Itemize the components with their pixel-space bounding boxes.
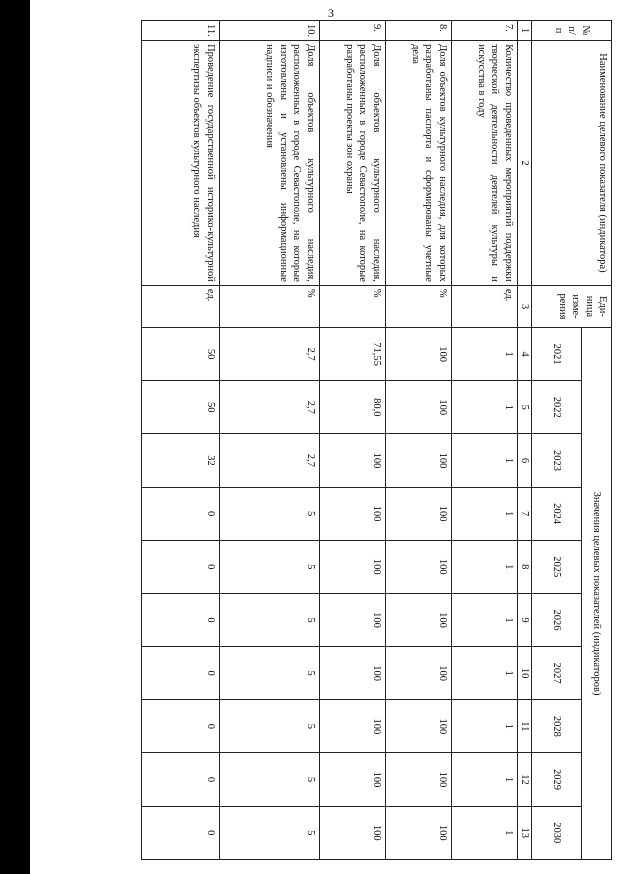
header-year: 2023 xyxy=(532,434,582,487)
unit-cell: ед. xyxy=(141,285,219,327)
value-cell: 50 xyxy=(141,328,219,381)
value-cell: 100 xyxy=(385,540,451,593)
unit-cell: % xyxy=(385,285,451,327)
header-year: 2028 xyxy=(532,700,582,753)
row-number: 8. xyxy=(385,21,451,41)
table-row xyxy=(141,21,219,860)
header-year: 2029 xyxy=(532,753,582,806)
value-cell: 0 xyxy=(141,753,219,806)
column-number: 4 xyxy=(517,328,531,381)
value-cell: 32 xyxy=(141,434,219,487)
column-number: 8 xyxy=(517,540,531,593)
table-row xyxy=(385,21,451,860)
row-number: 7. xyxy=(451,21,517,41)
value-cell: 0 xyxy=(141,700,219,753)
value-cell: 100 xyxy=(319,753,385,806)
row-number: 11. xyxy=(141,21,219,41)
value-cell: 5 xyxy=(219,487,319,540)
value-cell: 100 xyxy=(319,487,385,540)
column-number: 11 xyxy=(517,700,531,753)
value-cell: 1 xyxy=(451,806,517,859)
value-cell: 0 xyxy=(141,647,219,700)
value-cell: 1 xyxy=(451,753,517,806)
unit-cell: % xyxy=(319,285,385,327)
indicator-name: Доля объектов культурного наследия, для которых разработаны паспорта и сформированы учетные дела xyxy=(385,41,451,286)
value-cell: 5 xyxy=(219,806,319,859)
column-number: 10 xyxy=(517,647,531,700)
value-cell: 100 xyxy=(319,806,385,859)
unit-cell: ед. xyxy=(451,285,517,327)
column-number: 12 xyxy=(517,753,531,806)
value-cell: 0 xyxy=(141,593,219,646)
header-unit: Еди-ница изме-рения xyxy=(532,285,612,327)
value-cell: 100 xyxy=(385,381,451,434)
column-number: 2 xyxy=(517,41,531,286)
indicator-name: Доля объектов культурного наследия, расположенных в городе Севастополе, на которые разработаны проекты зон охраны xyxy=(319,41,385,286)
value-cell: 100 xyxy=(319,434,385,487)
column-number: 13 xyxy=(517,806,531,859)
column-number: 9 xyxy=(517,593,531,646)
unit-cell: % xyxy=(219,285,319,327)
value-cell: 1 xyxy=(451,381,517,434)
value-cell: 5 xyxy=(219,593,319,646)
header-year: 2025 xyxy=(532,540,582,593)
value-cell: 1 xyxy=(451,593,517,646)
row-number: 10. xyxy=(219,21,319,41)
value-cell: 1 xyxy=(451,434,517,487)
value-cell: 0 xyxy=(141,540,219,593)
value-cell: 100 xyxy=(319,540,385,593)
value-cell: 5 xyxy=(219,753,319,806)
value-cell: 100 xyxy=(385,753,451,806)
value-cell: 2,7 xyxy=(219,381,319,434)
value-cell: 2,7 xyxy=(219,328,319,381)
value-cell: 1 xyxy=(451,328,517,381)
value-cell: 0 xyxy=(141,487,219,540)
row-number: 9. xyxy=(319,21,385,41)
value-cell: 100 xyxy=(319,700,385,753)
table-row xyxy=(219,21,319,860)
value-cell: 100 xyxy=(319,647,385,700)
column-number: 5 xyxy=(517,381,531,434)
header-year: 2021 xyxy=(532,328,582,381)
value-cell: 50 xyxy=(141,381,219,434)
value-cell: 100 xyxy=(385,487,451,540)
value-cell: 2,7 xyxy=(219,434,319,487)
value-cell: 100 xyxy=(385,647,451,700)
value-cell: 100 xyxy=(385,328,451,381)
value-cell: 5 xyxy=(219,540,319,593)
column-number: 6 xyxy=(517,434,531,487)
column-number: 3 xyxy=(517,285,531,327)
value-cell: 1 xyxy=(451,647,517,700)
value-cell: 0 xyxy=(141,806,219,859)
column-number: 1 xyxy=(517,21,531,41)
value-cell: 5 xyxy=(219,647,319,700)
value-cell: 100 xyxy=(385,434,451,487)
indicator-name: Доля объектов культурного наследия, расположенных в городе Севастополе, на которые изготовлены и установлены информационные надписи и обозначения xyxy=(219,41,319,286)
indicator-name: Количество проведенных мероприятий поддержки творческой деятельности деятелей культуры и искусства в году xyxy=(451,41,517,286)
value-cell: 1 xyxy=(451,700,517,753)
column-number: 7 xyxy=(517,487,531,540)
value-cell: 71,55 xyxy=(319,328,385,381)
indicators-table xyxy=(141,20,612,860)
header-year: 2022 xyxy=(532,381,582,434)
indicator-name: Проведение государственной историко-культурной экспертизы объектов культурного наследия xyxy=(141,41,219,286)
value-cell: 1 xyxy=(451,487,517,540)
document-page xyxy=(30,0,640,874)
page-number: 3 xyxy=(328,6,334,20)
value-cell: 5 xyxy=(219,700,319,753)
value-cell: 100 xyxy=(319,593,385,646)
header-num: № п/п xyxy=(532,21,612,41)
header-year: 2027 xyxy=(532,647,582,700)
header-values-group: Значения целевых показателей (индикаторов) xyxy=(582,328,612,860)
header-year: 2026 xyxy=(532,593,582,646)
value-cell: 100 xyxy=(385,593,451,646)
table-row xyxy=(319,21,385,860)
value-cell: 100 xyxy=(385,700,451,753)
header-name: Наименование целевого показателя (индикатора) xyxy=(532,41,612,286)
header-year: 2030 xyxy=(532,806,582,859)
header-year: 2024 xyxy=(532,487,582,540)
value-cell: 80,0 xyxy=(319,381,385,434)
value-cell: 1 xyxy=(451,540,517,593)
value-cell: 100 xyxy=(385,806,451,859)
table-row xyxy=(451,21,517,860)
rotated-table-wrapper xyxy=(142,20,612,860)
